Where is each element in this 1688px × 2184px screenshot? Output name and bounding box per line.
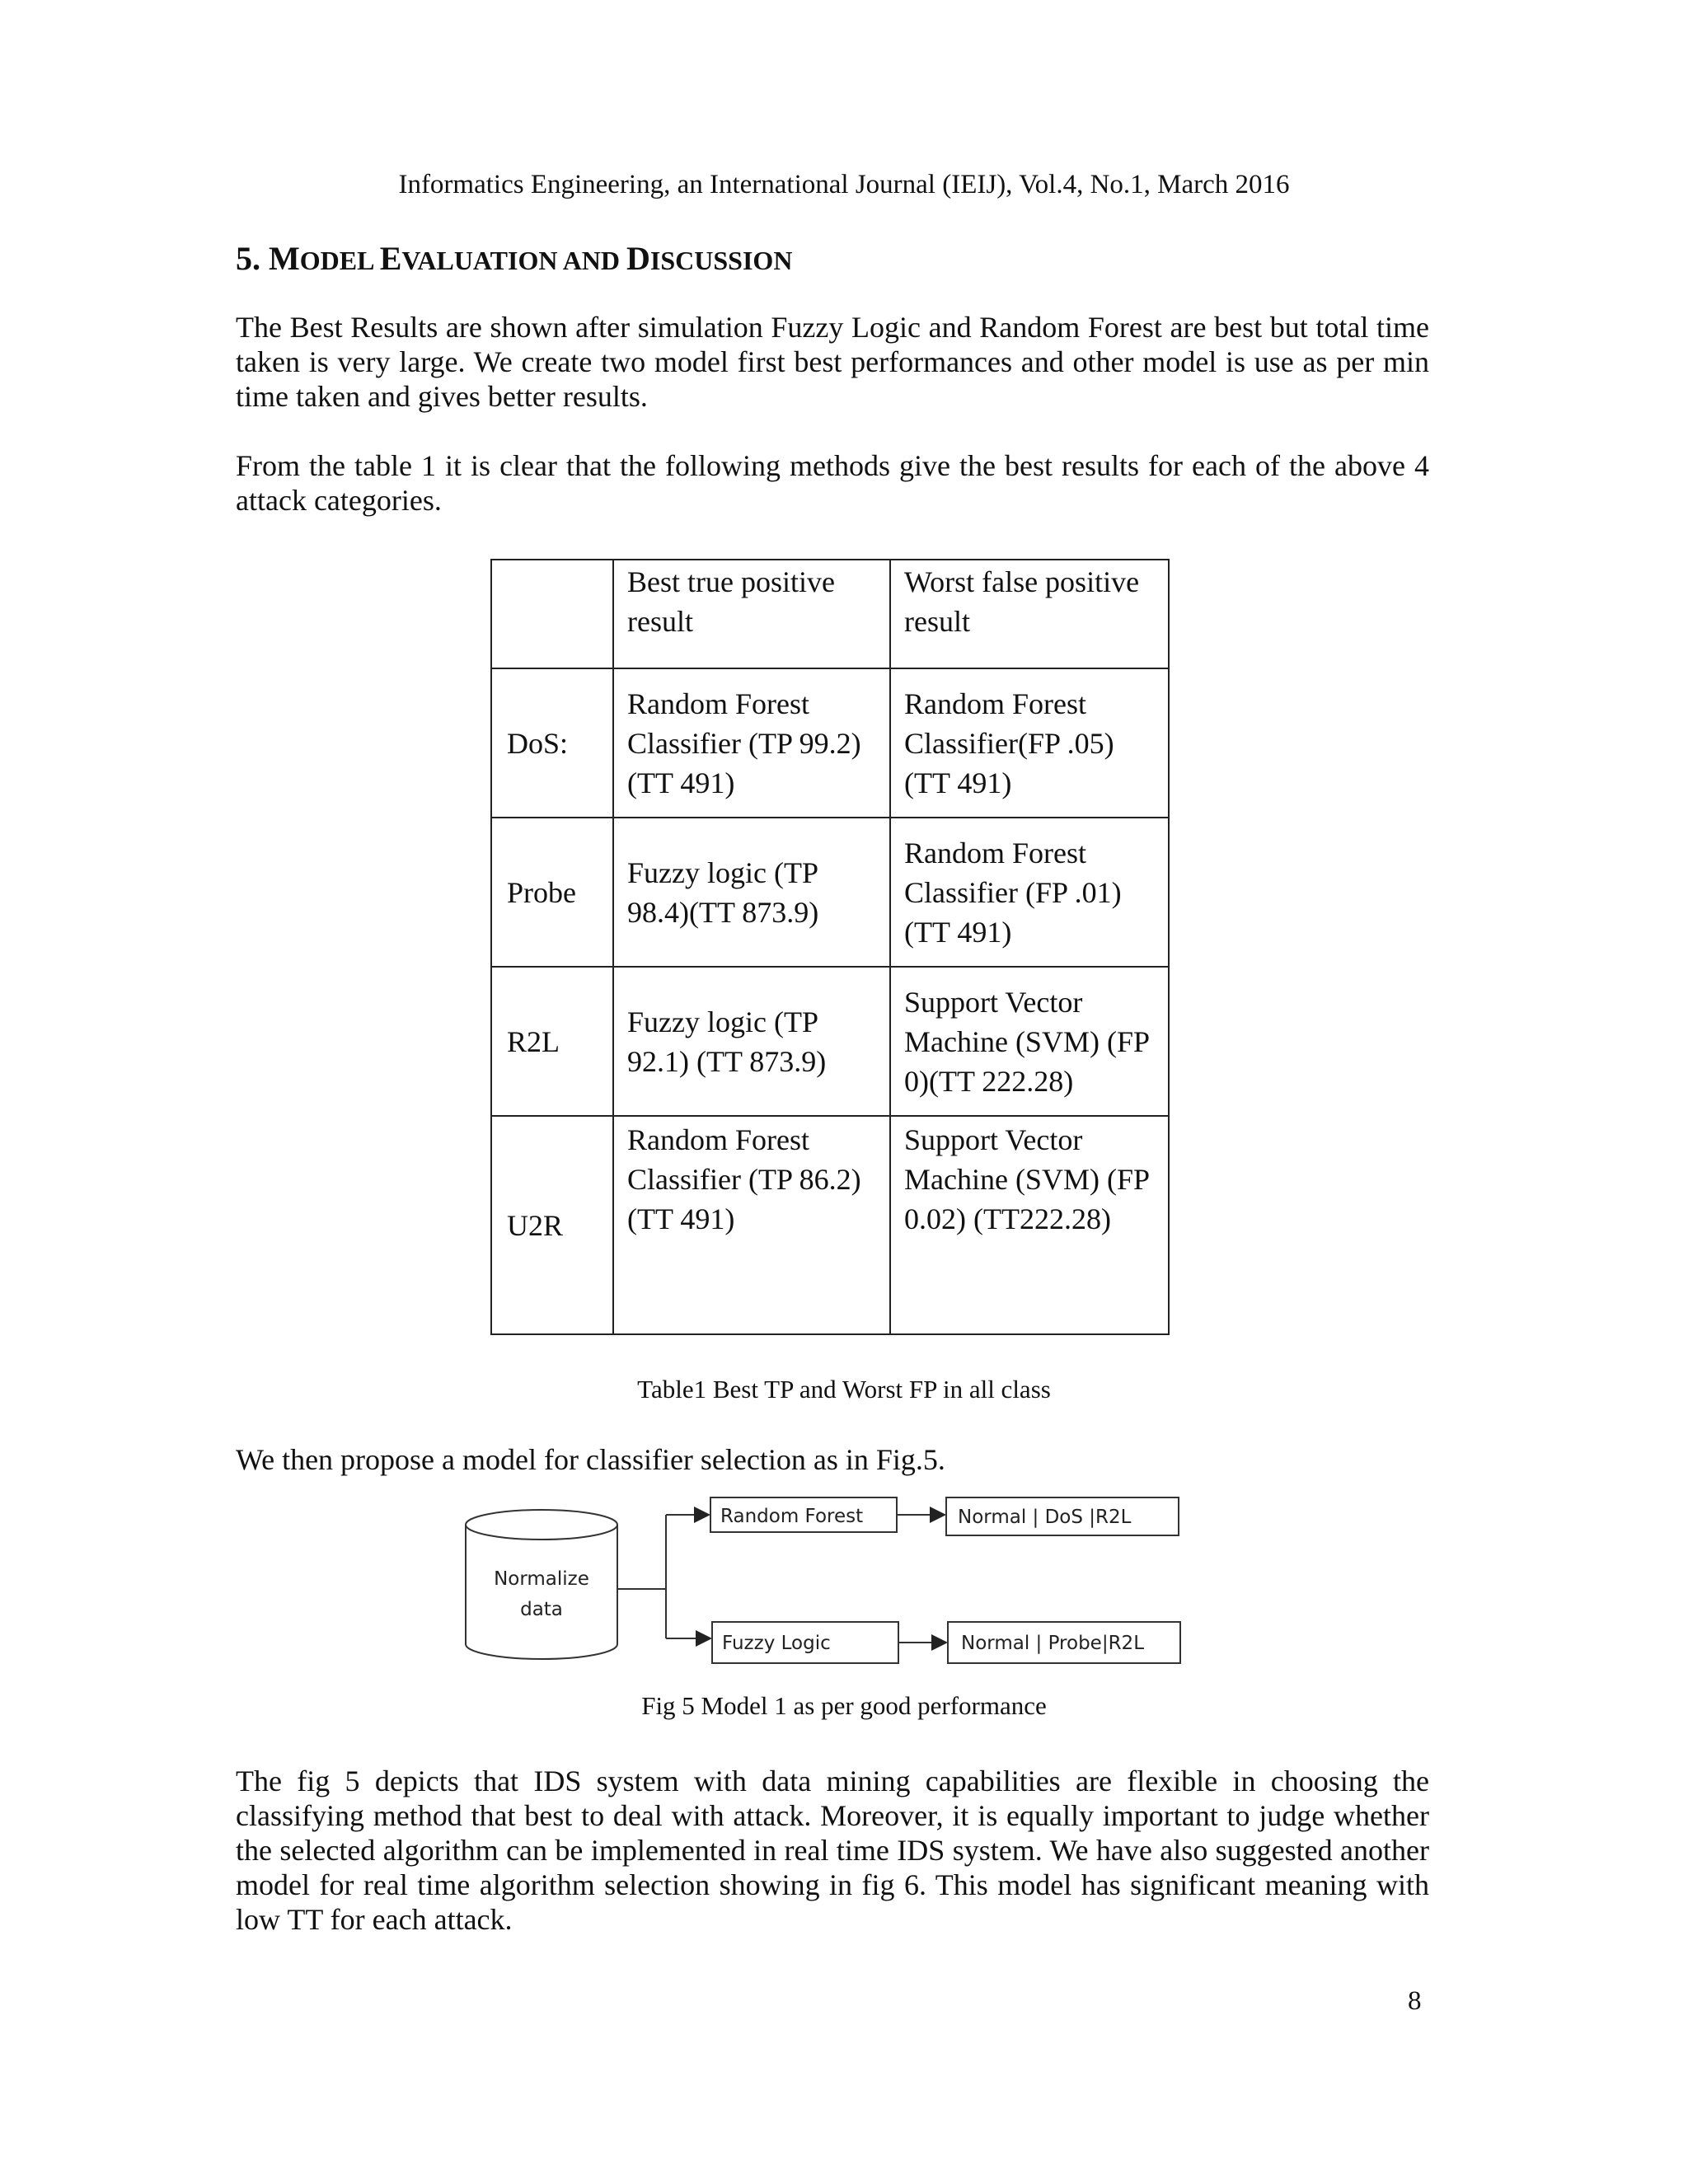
random-forest-label: Random Forest — [720, 1506, 864, 1527]
cylinder-label-line1: Normalize — [494, 1568, 589, 1590]
table-header-cell: Best true positive result — [613, 560, 890, 668]
section-number: 5. — [236, 240, 260, 277]
attack-category: R2L — [491, 967, 613, 1116]
paragraph-table-intro: From the table 1 it is clear that the following methods give the best results for each of the above 4 attack categories. — [236, 449, 1429, 517]
best-tp-cell: Fuzzy logic (TP 92.1) (TT 873.9) — [613, 967, 890, 1116]
attack-category: DoS: — [491, 668, 613, 818]
table-header-cell — [491, 560, 613, 668]
output-label-top: Normal | DoS |R2L — [958, 1507, 1132, 1528]
paragraph-model-intro: We then propose a model for classifier selection as in Fig.5. — [236, 1443, 945, 1476]
table-row — [491, 1116, 1169, 1334]
section-heading: 5. MODEL EVALUATION AND DISCUSSION — [236, 240, 793, 277]
running-header: Informatics Engineering, an International Journal (IEIJ), Vol.4, No.1, March 2016 — [398, 170, 1290, 199]
attack-category: U2R — [491, 1116, 613, 1334]
table-caption: Table1 Best TP and Worst FP in all class — [637, 1375, 1051, 1404]
worst-fp-cell: Random Forest Classifier (FP .01) (TT 491) — [890, 818, 1169, 967]
best-tp-cell: Random Forest Classifier (TP 99.2) (TT 491) — [613, 668, 890, 818]
best-tp-cell: Random Forest Classifier (TP 86.2) (TT 491) — [613, 1116, 890, 1334]
table-header-cell: Worst false positive result — [890, 560, 1169, 668]
cylinder-label-line2: data — [520, 1599, 563, 1620]
paragraph-intro: The Best Results are shown after simulation Fuzzy Logic and Random Forest are best but total time taken is very large. We create two model first best performances and other model is use as per min time taken and gives better results. — [236, 311, 1429, 413]
fuzzy-logic-label: Fuzzy Logic — [722, 1633, 831, 1654]
table-row — [491, 818, 1169, 967]
paragraph-discussion: The fig 5 depicts that IDS system with data mining capabilities are flexible in choosing the classifying method that best to deal with attack. Moreover, it is equally important to judge whether the selected algorithm can be implemented in real time IDS system. We have also suggested another model for real time algorithm selection showing in fig 6. This model has significant meaning with low TT for each attack. — [236, 1765, 1429, 1936]
figure-caption: Fig 5 Model 1 as per good performance — [641, 1691, 1047, 1720]
normalize-data-cylinder — [466, 1510, 617, 1659]
table-row — [491, 967, 1169, 1116]
worst-fp-cell: Support Vector Machine (SVM) (FP 0)(TT 222.28) — [890, 967, 1169, 1116]
attack-category: Probe — [491, 818, 613, 967]
worst-fp-cell: Random Forest Classifier(FP .05) (TT 491) — [890, 668, 1169, 818]
table-header-row — [491, 560, 1169, 668]
results-table — [490, 559, 1170, 1335]
worst-fp-cell: Support Vector Machine (SVM) (FP 0.02) (TT222.28) — [890, 1116, 1169, 1334]
best-tp-cell: Fuzzy logic (TP 98.4)(TT 873.9) — [613, 818, 890, 967]
model-diagram — [445, 1492, 1220, 1665]
output-label-bottom: Normal | Probe|R2L — [961, 1633, 1145, 1654]
table-row — [491, 668, 1169, 818]
page-number: 8 — [1408, 1986, 1422, 2016]
